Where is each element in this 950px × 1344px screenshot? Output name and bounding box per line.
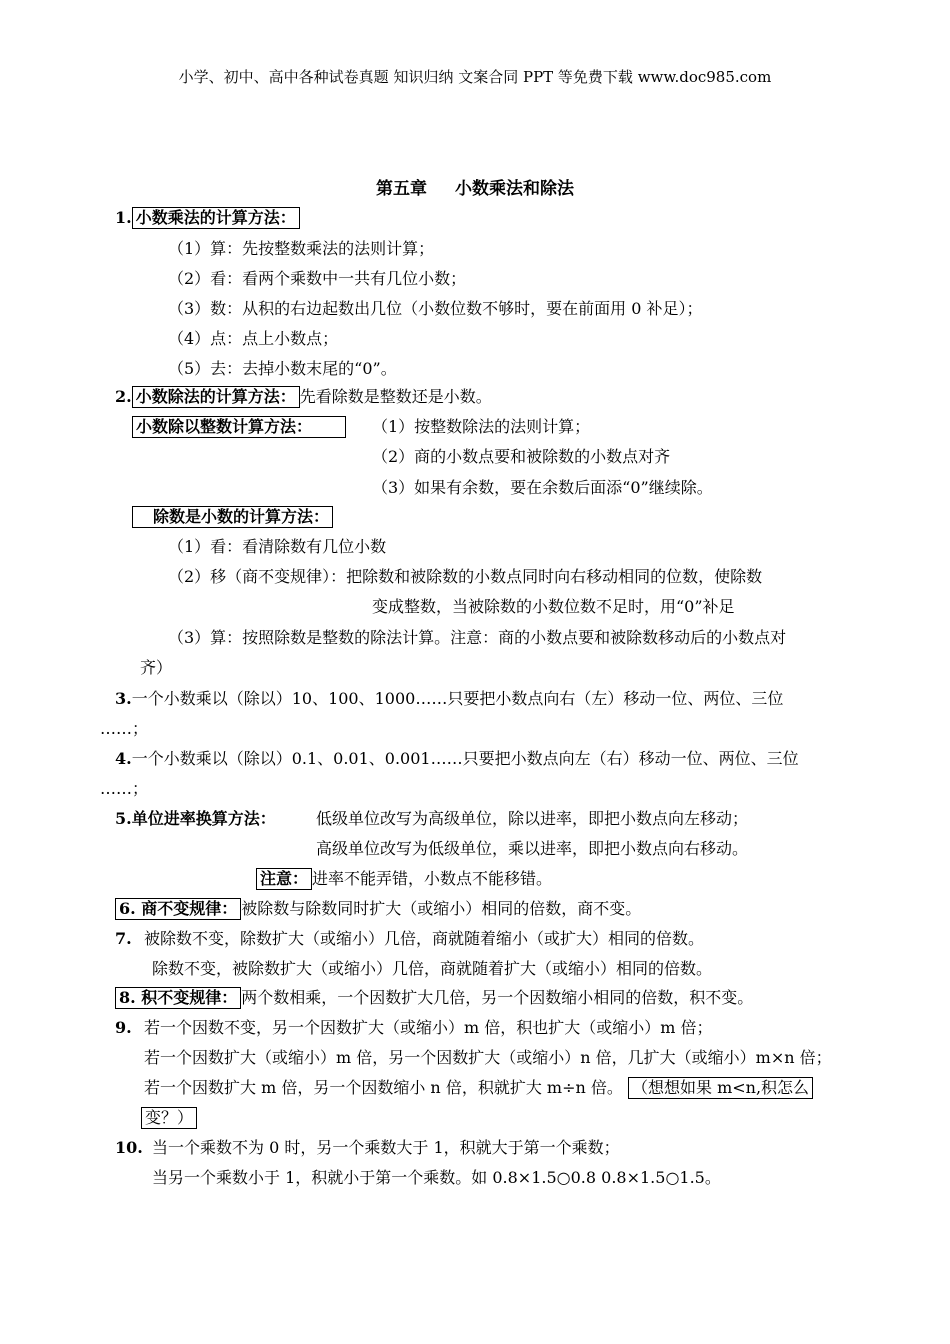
page-header: 小学、初中、高中各种试卷真题 知识归纳 文案合同 PPT 等免费下载 www.doc985.com <box>178 68 772 86</box>
dec-division-step: （1）看：看清除数有几位小数 <box>168 537 387 556</box>
section-1-heading <box>115 207 300 229</box>
dec-division-heading <box>132 506 333 528</box>
think-box: （想想如果 m<n,积怎么 <box>628 1077 813 1099</box>
int-division-step: （1）按整数除法的法则计算； <box>372 417 591 436</box>
conversion-rule: 高级单位改写为低级单位，乘以进率，即把小数点向右移动。 <box>316 839 749 858</box>
section-text: 被除数不变，除数扩大（或缩小）几倍，商就随着缩小（或扩大）相同的倍数。 <box>144 929 705 948</box>
section-9-line: 若一个因数扩大（或缩小）m 倍，另一个因数扩大（或缩小）n 倍，几扩大（或缩小）m×n 倍； <box>144 1048 832 1067</box>
section-7-line: 除数不变，被除数扩大（或缩小）几倍，商就随着扩大（或缩小）相同的倍数。 <box>152 959 713 978</box>
boxed-heading: 小数除以整数计算方法： <box>132 416 346 438</box>
section-number: 5. <box>115 809 132 828</box>
section-4-cont: ……； <box>100 779 149 798</box>
section-7 <box>115 928 704 950</box>
int-division-step: （2）商的小数点要和被除数的小数点对齐 <box>372 447 671 466</box>
section-6 <box>115 898 641 920</box>
mult-step: （2）看：看两个乘数中一共有几位小数； <box>168 269 467 288</box>
think-box-cont <box>141 1107 197 1129</box>
section-intro: 先看除数是整数还是小数。 <box>299 387 492 406</box>
section-text: 一个小数乘以（除以）10、100、1000……只要把小数点向右（左）移动一位、两位、三位 <box>131 689 784 708</box>
section-number: 7. <box>115 929 132 948</box>
chapter-name: 小数乘法和除法 <box>455 179 574 199</box>
section-10 <box>115 1137 620 1159</box>
boxed-heading: 除数是小数的计算方法： <box>132 506 333 528</box>
section-number: 10. <box>115 1138 143 1157</box>
section-text: 当一个乘数不为 0 时，另一个乘数大于 1，积就大于第一个乘数； <box>152 1138 620 1157</box>
section-3-cont: ……； <box>100 719 149 738</box>
section-3 <box>115 688 783 710</box>
section-text: 若一个因数不变，另一个因数扩大（或缩小）m 倍，积也扩大（或缩小）m 倍； <box>144 1018 713 1037</box>
conversion-note <box>256 868 552 890</box>
section-number: 2. <box>115 387 132 406</box>
section-text: 两个数相乘，一个因数扩大几倍，另一个因数缩小相同的倍数，积不变。 <box>241 988 754 1007</box>
section-9 <box>115 1017 713 1039</box>
chapter-title <box>0 178 950 200</box>
section-8 <box>115 987 753 1009</box>
section-5-heading <box>115 808 276 830</box>
boxed-heading: 6. 商不变规律： <box>115 898 241 920</box>
section-number: 9. <box>115 1018 132 1037</box>
mult-step: （5）去：去掉小数末尾的“0”。 <box>168 359 397 378</box>
boxed-heading: 8. 积不变规律： <box>115 987 241 1009</box>
note-label: 注意： <box>256 868 312 890</box>
section-9-line <box>144 1077 813 1099</box>
mult-step: （3）数：从积的右边起数出几位（小数位数不够时，要在前面用 0 补足）； <box>168 299 703 318</box>
dec-division-step: （3）算：按照除数是整数的除法计算。注意：商的小数点要和被除数移动后的小数点对 <box>168 628 787 647</box>
dec-division-step: 变成整数，当被除数的小数位数不足时，用“0”补足 <box>372 597 735 616</box>
section-text: 若一个因数扩大 m 倍，另一个因数缩小 n 倍，积就扩大 m÷n 倍。 <box>144 1078 623 1097</box>
section-number: 1. <box>115 208 132 227</box>
boxed-heading: 小数除法的计算方法： <box>132 386 300 408</box>
section-2-heading <box>115 386 492 408</box>
mult-step: （1）算：先按整数乘法的法则计算； <box>168 239 435 258</box>
section-4 <box>115 748 799 770</box>
section-10-line: 当另一个乘数小于 1，积就小于第一个乘数。如 0.8×1.5○0.8 0.8×1.5○1.5。 <box>152 1168 721 1187</box>
section-heading: 单位进率换算方法： <box>131 809 276 828</box>
boxed-heading: 小数乘法的计算方法： <box>132 207 300 229</box>
think-box: 变？） <box>141 1107 197 1129</box>
section-text: 被除数与除数同时扩大（或缩小）相同的倍数，商不变。 <box>241 899 642 918</box>
section-text: 一个小数乘以（除以）0.1、0.01、0.001……只要把小数点向左（右）移动一位、两位、三位 <box>131 749 799 768</box>
dec-division-step: 齐） <box>140 658 173 677</box>
int-division-heading <box>132 416 346 438</box>
section-number: 4. <box>115 749 132 768</box>
dec-division-step: （2）移（商不变规律）：把除数和被除数的小数点同时向右移动相同的位数，使除数 <box>168 567 763 586</box>
mult-step: （4）点：点上小数点； <box>168 329 339 348</box>
conversion-rule: 低级单位改写为高级单位，除以进率，即把小数点向左移动； <box>316 809 749 828</box>
int-division-step: （3）如果有余数，要在余数后面添“0”继续除。 <box>372 478 713 497</box>
chapter-number: 第五章 <box>376 179 427 199</box>
section-number: 3. <box>115 689 132 708</box>
note-text: 进率不能弄错，小数点不能移错。 <box>312 869 553 888</box>
